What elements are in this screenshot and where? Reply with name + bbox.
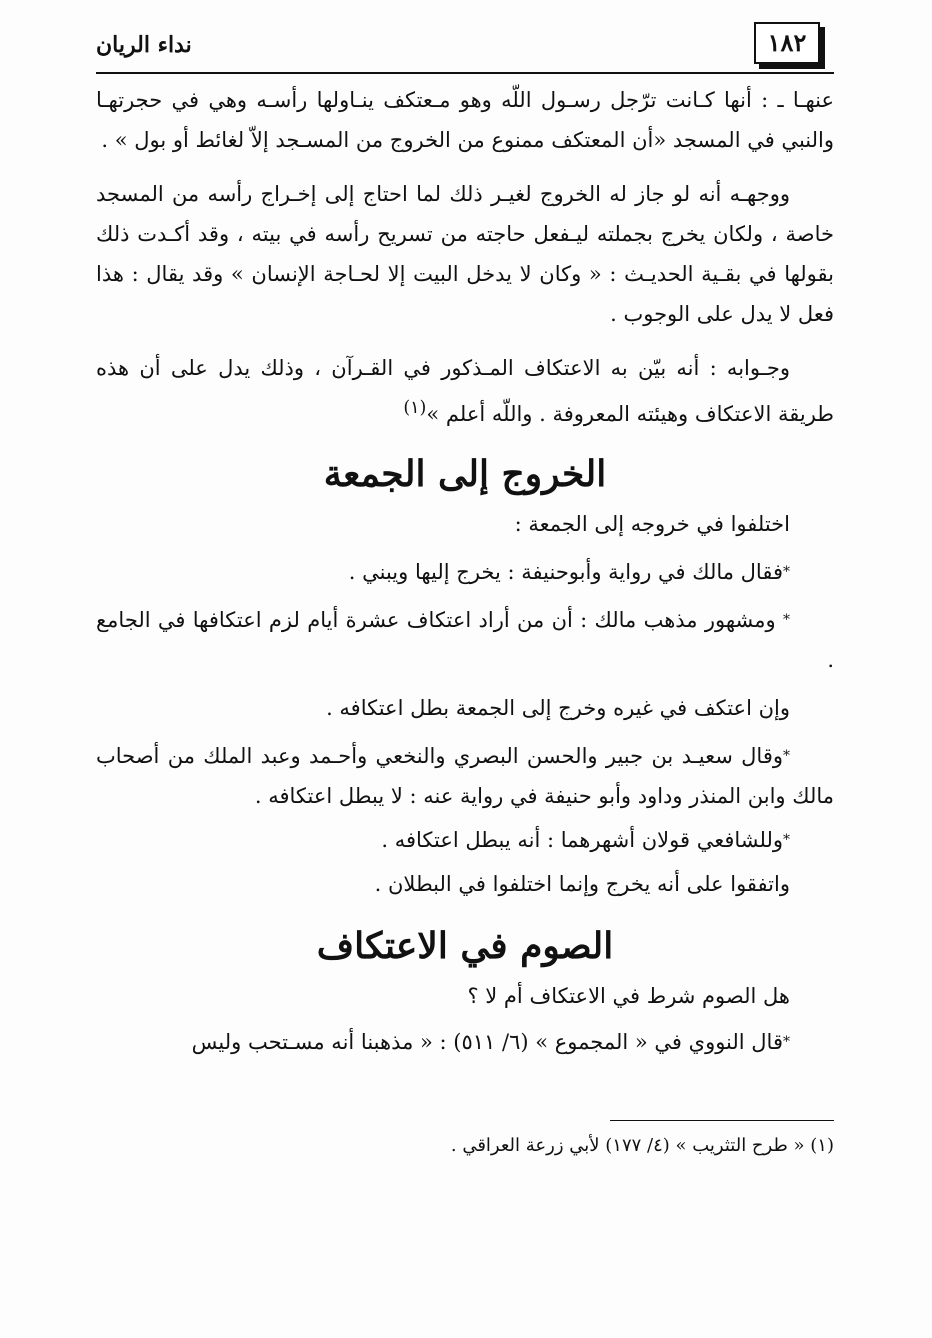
paragraph: وإن اعتكف في غيره وخرج إلى الجمعة بطل اعتكافه . xyxy=(326,696,790,720)
bullet-asterisk: * xyxy=(783,612,790,628)
bullet-asterisk: * xyxy=(783,564,790,580)
section-heading: الصوم في الاعتكاف xyxy=(316,925,614,967)
list-item-text: وقال سعيـد بن جبير والحسن البصري والنخعي وأحـمد وعبد الملك من أصحاب مالك وابن المنذر وداود وأبو حنيفة في رواية عنه : لا يبطل اعتكافه . xyxy=(96,744,834,808)
paragraph xyxy=(96,348,834,434)
list-item-text: قال النووي في « المجموع » (٦/ ٥١١) : « مذهبنا أنه مسـتحب وليس xyxy=(191,1030,783,1054)
list-item-text: فقال مالك في رواية وأبوحنيفة : يخرج إليها ويبني . xyxy=(348,560,783,584)
page-number: ١٨٢ xyxy=(754,22,820,64)
footnote: (١) « طرح التثريب » (٤/ ١٧٧) لأبي زرعة العراقي . xyxy=(450,1135,834,1156)
footnote-marker: (١) xyxy=(403,398,427,418)
list-item xyxy=(96,600,834,680)
list-item xyxy=(96,736,834,816)
paragraph: هل الصوم شرط في الاعتكاف أم لا ؟ xyxy=(467,984,790,1008)
page-body xyxy=(96,80,834,1062)
list-item-text: ومشهور مذهب مالك : أن من أراد اعتكاف عشرة أيام لزم اعتكافها في الجامع . xyxy=(96,608,834,672)
page-header xyxy=(96,14,834,74)
section-heading: الخروج إلى الجمعة xyxy=(323,453,607,495)
bullet-asterisk: * xyxy=(783,748,790,764)
bullet-asterisk: * xyxy=(783,832,790,848)
list-item xyxy=(96,552,834,592)
paragraph-text: وجـوابه : أنه بيّن به الاعتكاف المـذكور في القـرآن ، وذلك يدل على أن هذه طريقة الاعتكاف وهيئته المعروفة . واللّه أعلم » xyxy=(96,356,834,426)
paragraph: اختلفوا في خروجه إلى الجمعة : xyxy=(514,512,790,536)
paragraph: واتفقوا على أنه يخرج وإنما اختلفوا في البطلان . xyxy=(374,872,790,896)
list-item xyxy=(96,1022,834,1062)
footnote-divider xyxy=(610,1120,834,1121)
book-title: نداء الريان xyxy=(96,32,192,58)
paragraph: عنهـا ـ : أنها كـانت ترّجل رسـول اللّه وهو مـعتكف ينـاولها رأسـه وهي في حجرتهـا والنبي في المسجد «أن المعتكف ممنوع من الخروج من المسـجد إلاّ لغائط أو بول » . xyxy=(96,88,834,152)
list-item-text: وللشافعي قولان أشهرهما : أنه يبطل اعتكافه . xyxy=(381,828,783,852)
list-item xyxy=(96,820,834,860)
bullet-asterisk: * xyxy=(783,1034,790,1050)
paragraph: ووجهـه أنه لو جاز له الخروج لغيـر ذلك لما احتاج إلى إخـراج رأسه من المسجد خاصة ، ولكان يخرج بجملته ليـفعل حاجته من تسريح رأسه في بيته ، وقد أكـدت ذلك بقولها في بقـية الحديـث : « وكان لا يدخل البيت إلا لحـاجة الإنسان » وقد يقال : هذا فعل لا يدل على الوجوب . xyxy=(96,182,835,326)
